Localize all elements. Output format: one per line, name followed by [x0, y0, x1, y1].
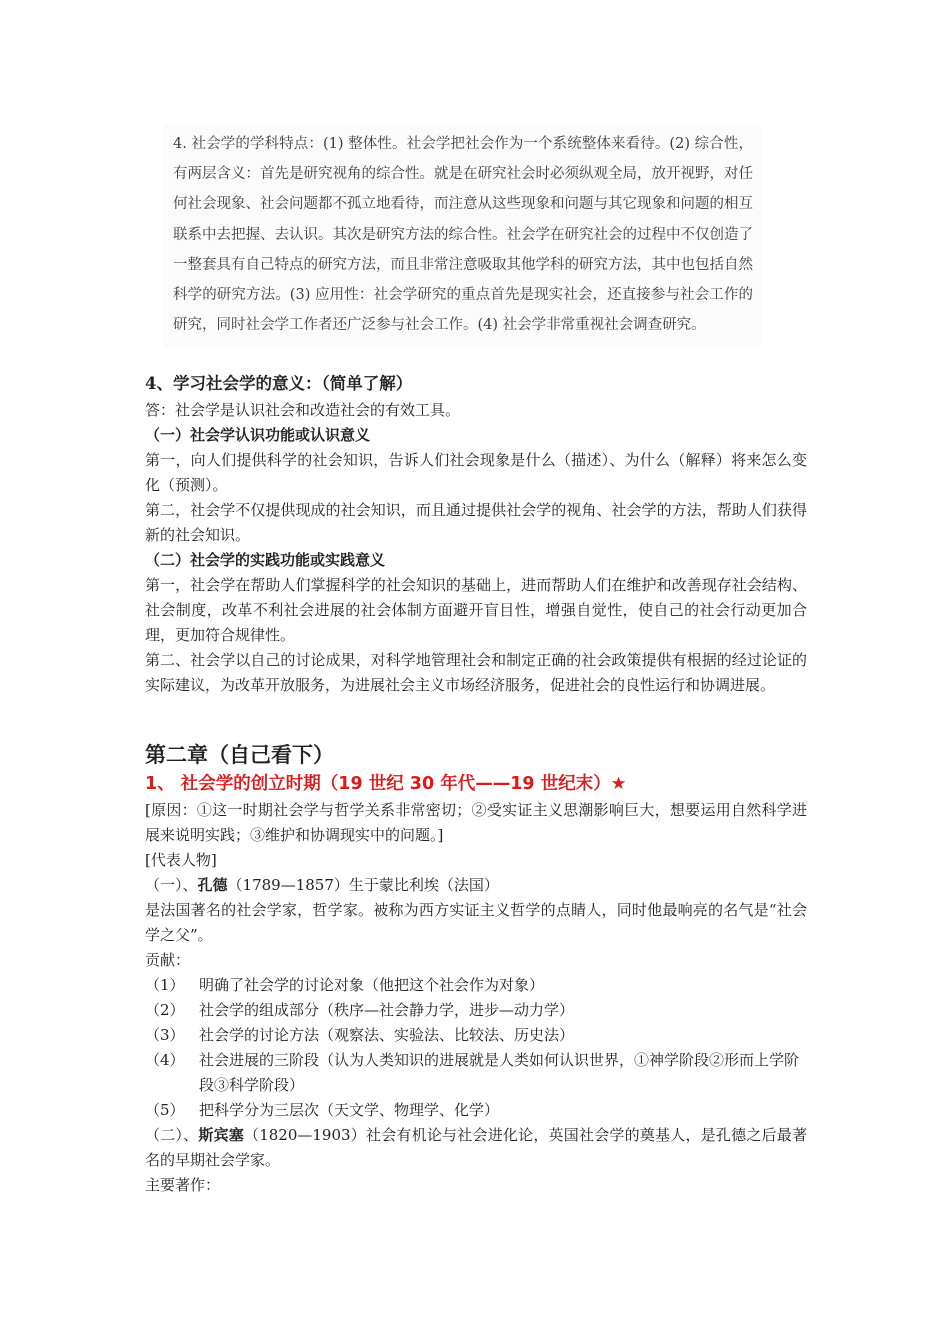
list-item [145, 973, 807, 998]
list-text: 社会进展的三阶段（认为人类知识的进展就是人类如何认识世界，①神学阶段②形而上学阶段③科学阶段） [199, 1051, 800, 1094]
representatives-label: [代表人物] [145, 851, 217, 869]
contributions-label: 贡献： [145, 951, 191, 969]
section-heading: 4、学习社会学的意义：（简单了解） [145, 374, 413, 393]
paragraph: 第二、社会学以自己的讨论成果，对科学地管理社会和制定正确的社会政策提供有根据的经过论证的实际建议，为改革开放服务，为进展社会主义市场经济服务，促进社会的良性运行和协调进展。 [145, 651, 807, 694]
document-body [145, 370, 807, 1198]
list-number: （2） [145, 1001, 185, 1019]
list-text: 社会学的组成部分（秩序—社会静力学，进步—动力学） [199, 1001, 575, 1019]
subsection-title-1: （一）社会学认识功能或认识意义 [145, 426, 371, 444]
scanned-excerpt-image [163, 125, 761, 347]
list-text: 明确了社会学的讨论对象（他把这个社会作为对象） [199, 976, 545, 994]
spencer-name: 斯宾塞 [198, 1126, 244, 1144]
section-title-red: 1、 社会学的创立时期（19 世纪 30 年代——19 世纪末）★ [145, 774, 627, 794]
answer-line: 答：社会学是认识社会和改造社会的有效工具。 [145, 401, 461, 419]
works-label: 主要著作： [145, 1176, 221, 1194]
paragraph: 第一，向人们提供科学的社会知识，告诉人们社会现象是什么（描述）、为什么（解释）将来怎么变化（预测）。 [145, 451, 807, 494]
subsection-title-2: （二）社会学的实践功能或实践意义 [145, 551, 386, 569]
comte-prefix: （一）、 [145, 876, 198, 894]
paragraph: 第一，社会学在帮助人们掌握科学的社会知识的基础上，进而帮助人们在维护和改善现存社会结构、社会制度，改革不利社会进展的社会体制方面避开盲目性，增强自觉性，使自己的社会行动更加合理，更加符合规律性。 [145, 576, 807, 644]
chapter-title: 第二章（自己看下） [145, 743, 334, 767]
comte-description: 是法国著名的社会学家，哲学家。被称为西方实证主义哲学的点睛人，同时他最响亮的名气是“社会学之父”。 [145, 901, 807, 944]
list-number: （4） [145, 1051, 185, 1069]
list-text: 把科学分为三层次（天文学、物理学、化学） [199, 1101, 500, 1119]
comte-heading [145, 873, 807, 898]
spencer-suffix: （1820—1903）社会有机论与社会进化论，英国社会学的奠基人，是孔德之后最著名的早期社会学家。 [145, 1126, 807, 1169]
contributions-list [145, 973, 807, 1123]
list-item [145, 1098, 807, 1123]
list-text: 社会学的讨论方法（观察法、实验法、比较法、历史法） [199, 1026, 575, 1044]
comte-name: 孔德 [197, 876, 228, 894]
scanned-excerpt-text: 4. 社会学的学科特点：(1) 整体性。社会学把社会作为一个系统整体来看待。(2) 综合性，有两层含义：首先是研究视角的综合性。就是在研究社会时必须纵观全局，放开视野，对任何社会现象、社会问题都不孤立地看待，而注意从这些现象和问题与其它现象和问题的相互联系中去把握、去认识。其次是研究方法的综合性。社会学在研究社会的过程中不仅创造了一整套具有自己特点的研究方法，而且非常注意吸取其他学科的研究方法，其中也包括自然科学的研究方法。(3) 应用性：社会学研究的重点首先是现实社会，还直接参与社会工作的研究，同时社会学工作者还广泛参与社会工作。(4) 社会学非常重视社会调查研究。 [173, 136, 753, 334]
list-item [145, 1023, 807, 1048]
reason-text: [原因：①这一时期社会学与哲学关系非常密切；②受实证主义思潮影响巨大，想要运用自然科学进展来说明实践；③维护和协调现实中的问题。] [145, 801, 807, 844]
comte-suffix: （1789—1857）生于蒙比利埃（法国） [227, 876, 499, 894]
list-item [145, 998, 807, 1023]
list-item [145, 1048, 807, 1098]
spencer-heading [145, 1123, 807, 1173]
list-number: （3） [145, 1026, 185, 1044]
list-number: （5） [145, 1101, 185, 1119]
list-number: （1） [145, 976, 185, 994]
paragraph: 第二，社会学不仅提供现成的社会知识，而且通过提供社会学的视角、社会学的方法，帮助人们获得新的社会知识。 [145, 501, 807, 544]
spencer-prefix: （二）、 [145, 1126, 199, 1144]
